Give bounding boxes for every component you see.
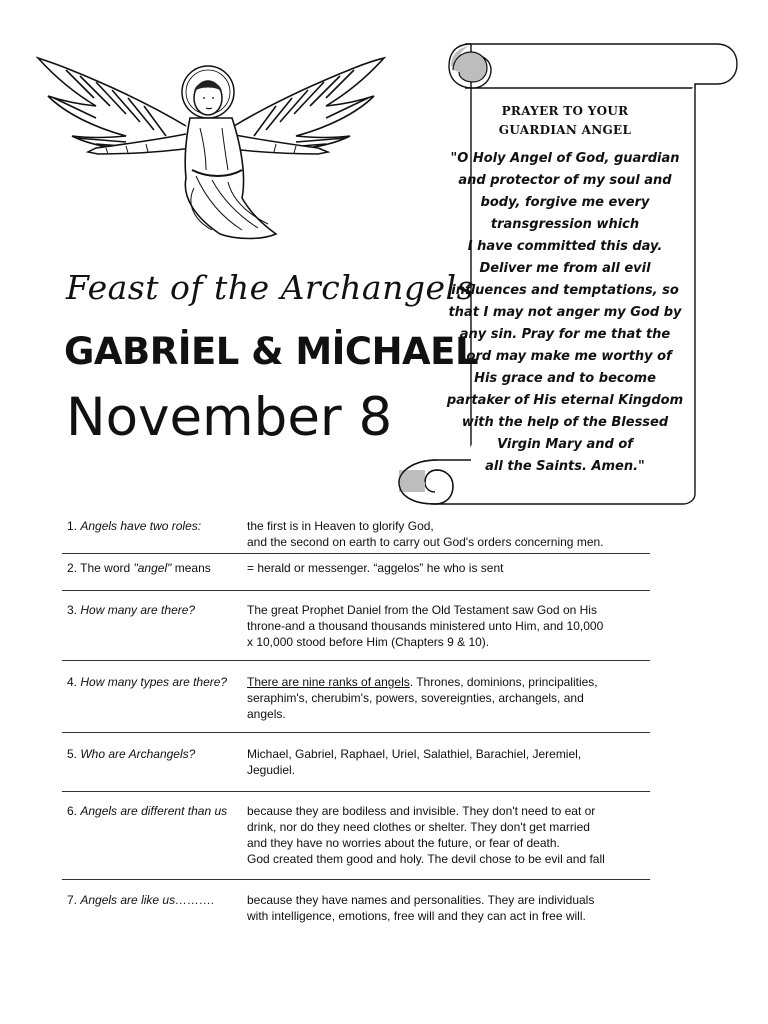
fact-question: [62, 602, 247, 660]
angel-facts-table: [62, 512, 650, 928]
fact-answer: [247, 560, 650, 590]
fact-answer-line: God created them good and holy. The devil chose to be evil and fall: [247, 852, 605, 866]
prayer-line: all the Saints. Amen.": [485, 459, 645, 474]
fact-question: [62, 560, 247, 590]
prayer-line: Virgin Mary and of: [497, 437, 633, 452]
prayer-line: any sin. Pray for me that the: [459, 327, 671, 342]
fact-row: [62, 880, 650, 928]
fact-answer: [247, 746, 650, 791]
prayer-line: influences and temptations, so: [451, 283, 679, 298]
fact-answer: [247, 674, 650, 732]
fact-answer: [247, 518, 650, 553]
fact-answer-line: because they are bodiless and invisible. They don't need to eat or: [247, 804, 596, 818]
prayer-line: Lord may make me worthy of: [458, 349, 672, 364]
fact-question-text: Angels have two roles:: [80, 519, 202, 533]
fact-answer-line: x 10,000 stood before Him (Chapters 9 & 10).: [247, 635, 490, 649]
fact-row: [62, 554, 650, 591]
fact-question: [62, 746, 247, 791]
prayer-line: Deliver me from all evil: [479, 261, 651, 276]
fact-answer: [247, 803, 650, 879]
fact-answer-line: [247, 674, 646, 690]
fact-question-text: Angels are different than us: [80, 804, 228, 818]
archangel-illustration: [36, 48, 386, 244]
fact-question-suffix: means: [171, 561, 211, 575]
fact-answer: [247, 602, 650, 660]
fact-answer-rest: . Thrones, dominions, principalities,: [409, 675, 598, 689]
prayer-line: I have committed this day.: [467, 239, 663, 254]
fact-number: 7.: [67, 893, 78, 907]
fact-answer-line: Jegudiel.: [247, 763, 296, 777]
fact-answer-line: throne-and a thousand thousands ministered unto Him, and 10,000: [247, 619, 604, 633]
fact-question-text: Who are Archangels?: [80, 747, 196, 761]
prayer-title-line: GUARDIAN ANGEL: [498, 123, 632, 137]
fact-question-text: Angels are like us……….: [80, 893, 215, 907]
fact-question: [62, 803, 247, 879]
fact-number: 2.: [67, 561, 78, 575]
fact-answer-line: seraphim's, cherubim's, powers, sovereignties, archangels, and: [247, 691, 584, 705]
fact-question: [62, 892, 247, 928]
fact-answer-line: because they have names and personalities. They are individuals: [247, 893, 595, 907]
fact-number: 4.: [67, 675, 78, 689]
fact-question-text: "angel": [133, 561, 172, 575]
fact-answer-line: the first is in Heaven to glorify God,: [247, 519, 434, 533]
fact-number: 3.: [67, 603, 78, 617]
prayer-line: and protector of my soul and: [458, 173, 672, 188]
fact-answer-line: and the second on earth to carry out God's orders concerning men.: [247, 535, 604, 549]
prayer-title-line: PRAYER TO YOUR: [501, 104, 629, 118]
fact-answer-line: The great Prophet Daniel from the Old Testament saw God on His: [247, 603, 597, 617]
fact-number: 5.: [67, 747, 78, 761]
fact-question-text: How many types are there?: [80, 675, 228, 689]
prayer-line: that I may not anger my God by: [448, 305, 682, 320]
prayer-line: with the help of the Blessed: [461, 415, 669, 430]
prayer-line: "O Holy Angel of God, guardian: [450, 151, 680, 166]
fact-answer-line: angels.: [247, 707, 286, 721]
prayer-block: [446, 102, 684, 478]
prayer-line: body, forgive me every: [480, 195, 650, 210]
fact-row: [62, 661, 650, 733]
fact-number: 6.: [67, 804, 78, 818]
fact-answer-line: and they have no worries about the future, or fear of death.: [247, 836, 560, 850]
fact-answer-underlined: There are nine ranks of angels: [247, 675, 410, 689]
fact-row: [62, 792, 650, 880]
fact-answer-line: Michael, Gabriel, Raphael, Uriel, Salathiel, Barachiel, Jeremiel,: [247, 747, 582, 761]
fact-number: 1.: [67, 519, 78, 533]
fact-question-prefix: The word: [80, 561, 134, 575]
archangel-names: GABRİEL & MİCHAEL: [64, 330, 479, 373]
feast-date: November 8: [66, 387, 393, 448]
prayer-line: transgression which: [490, 217, 640, 232]
fact-answer-line: drink, nor do they need clothes or shelter. They don't get married: [247, 820, 590, 834]
fact-answer-line: with intelligence, emotions, free will and they can act in free will.: [247, 909, 586, 923]
prayer-text: [446, 148, 684, 478]
feast-title: Feast of the Archangels: [66, 268, 474, 307]
fact-row: [62, 512, 650, 554]
fact-answer: [247, 892, 650, 928]
fact-question: [62, 518, 247, 553]
prayer-line: His grace and to become: [474, 371, 656, 386]
fact-row: [62, 733, 650, 792]
fact-row: [62, 591, 650, 661]
fact-question-text: How many are there?: [80, 603, 196, 617]
fact-answer-line: = herald or messenger. “aggelos” he who is sent: [247, 561, 504, 575]
fact-question: [62, 674, 247, 732]
prayer-title: [446, 102, 684, 140]
prayer-line: partaker of His eternal Kingdom: [446, 393, 684, 408]
